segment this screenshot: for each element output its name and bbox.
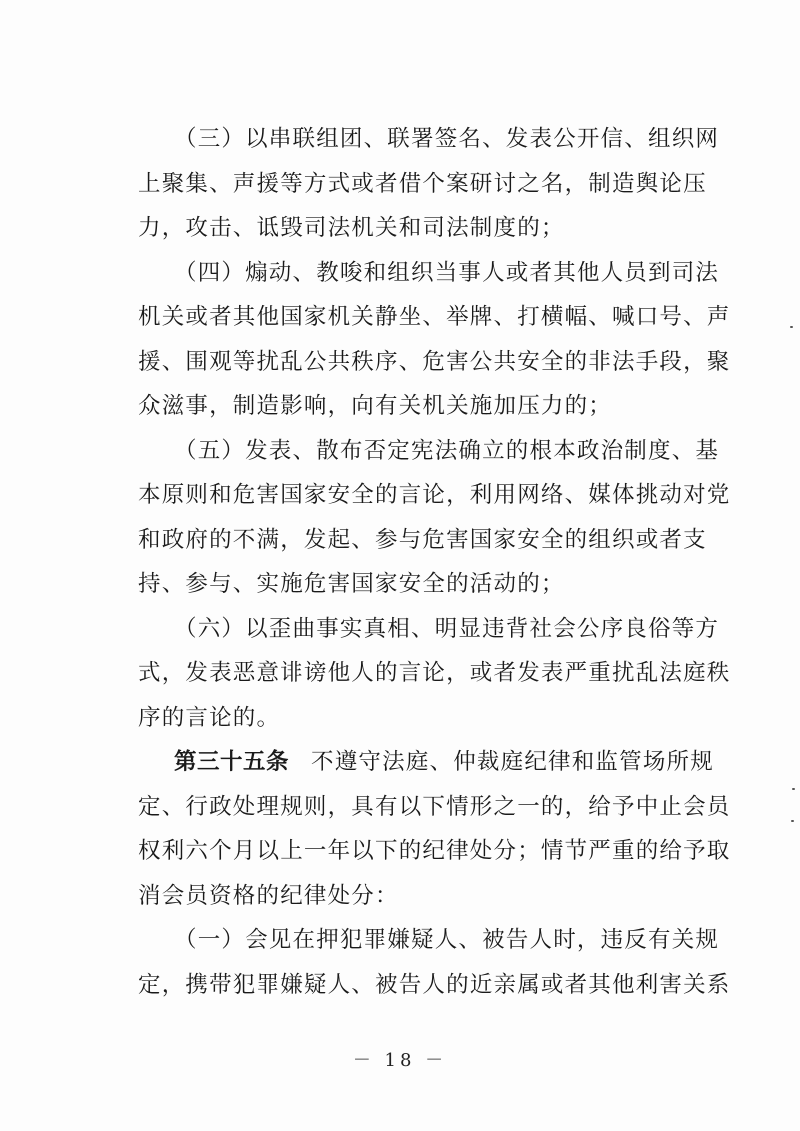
document-body — [138, 117, 731, 1007]
text-line: 消会员资格的纪律处分： — [138, 882, 399, 909]
text-line: 和政府的不满，发起、参与危害国家安全的组织或者支 — [138, 526, 707, 553]
text-line: （一）会见在押犯罪嫌疑人、被告人时，违反有关规 — [174, 927, 720, 953]
paragraph-item-5 — [138, 429, 731, 607]
scan-speck — [791, 820, 794, 822]
text-line: 权利六个月以上一年以下的纪律处分；情节严重的给予取 — [138, 838, 731, 864]
text-line: 力，攻击、诋毁司法机关和司法制度的； — [138, 215, 565, 241]
text-line: 定、行政处理规则，具有以下情形之一的，给予中止会员 — [138, 793, 731, 820]
paragraph-item-3 — [138, 117, 720, 251]
text-line: 本原则和危害国家安全的言论，利用网络、媒体挑动对党 — [138, 482, 731, 508]
text-line: 援、围观等扰乱公共秩序、危害公共安全的非法手段，聚 — [138, 348, 731, 375]
scan-speck — [790, 326, 793, 328]
article-heading: 第三十五条 — [174, 749, 290, 775]
text-line: 式，发表恶意诽谤他人的言论，或者发表严重扰乱法庭秩 — [138, 660, 731, 686]
text-line: 序的言论的。 — [138, 704, 281, 731]
article-first-line — [138, 740, 714, 785]
text-line: （四）煽动、教唆和组织当事人或者其他人员到司法 — [174, 259, 720, 286]
paragraph-item-4 — [138, 251, 731, 429]
text-line: （三）以串联组团、联署签名、发表公开信、组织网 — [174, 126, 720, 152]
text-line: 机关或者其他国家机关静坐、举牌、打横幅、喊口号、声 — [138, 304, 731, 330]
text-line: 定，携带犯罪嫌疑人、被告人的近亲属或者其他利害关系 — [138, 971, 731, 998]
text-line: 上聚集、声援等方式或者借个案研讨之名，制造舆论压 — [138, 170, 707, 197]
paragraph-item-6 — [138, 607, 731, 741]
page-number: － 18 － — [352, 1050, 448, 1071]
paragraph-item-1 — [138, 918, 731, 1007]
article-35 — [138, 740, 731, 918]
article-first-line-text: 不遵守法庭、仲裁庭纪律和监管场所规 — [311, 749, 714, 775]
text-line: 众滋事，制造影响，向有关机关施加压力的； — [138, 393, 613, 419]
text-line: （五）发表、散布否定宪法确立的根本政治制度、基 — [174, 437, 720, 464]
scan-speck — [792, 788, 795, 790]
text-line: （六）以歪曲事实真相、明显违背社会公序良俗等方 — [174, 615, 720, 642]
text-line: 持、参与、实施危害国家安全的活动的； — [138, 571, 565, 597]
